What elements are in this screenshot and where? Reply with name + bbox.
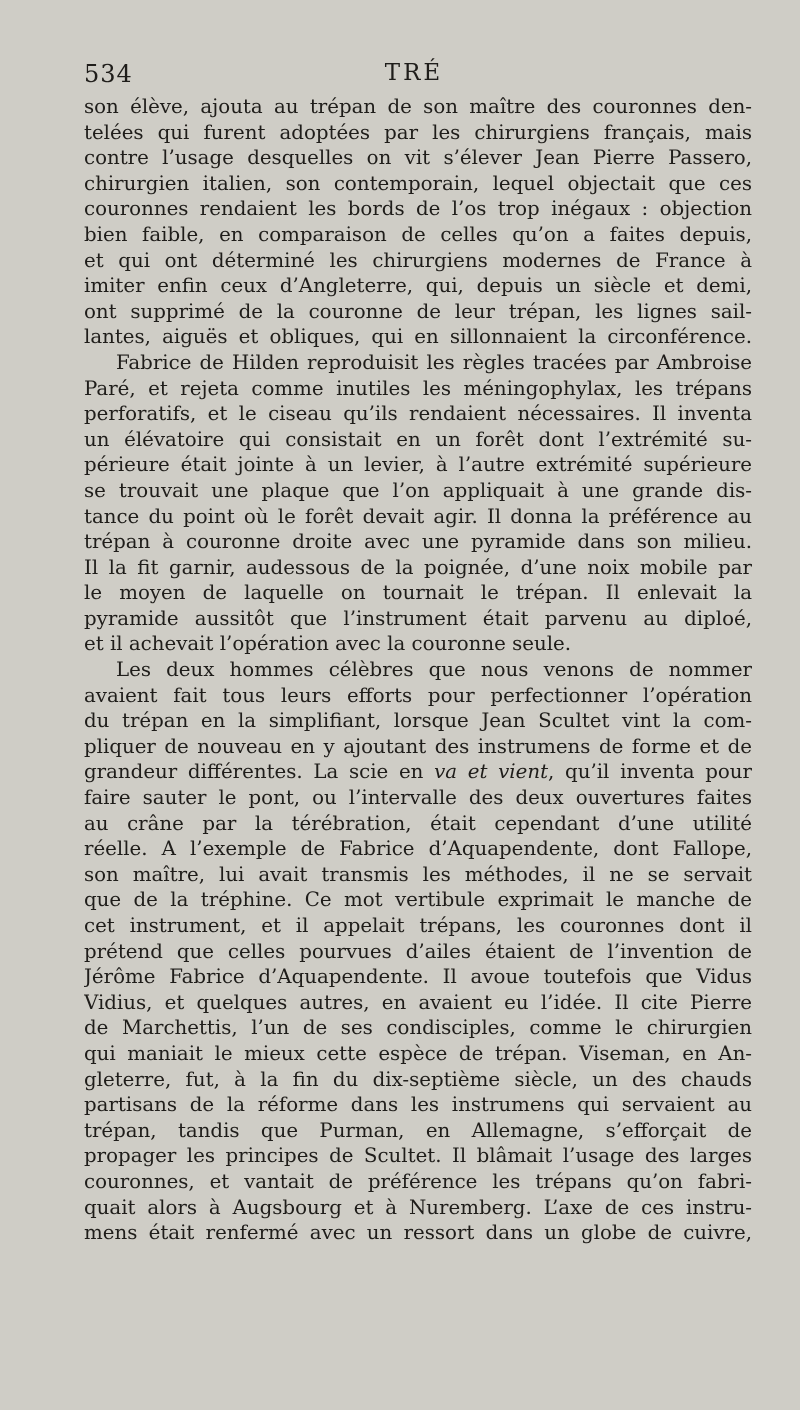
paragraph-end-line: et il achevait l’opération avec la couronne seule. bbox=[84, 632, 572, 656]
text-line: Vidius, et quelques autres, en avaient eu l’idée. Il cite Pierre bbox=[84, 990, 752, 1014]
text-line: couronnes, et vantait de préférence les trépans qu’on fabri- bbox=[84, 1169, 752, 1193]
text-line: trépan, tandis que Purman, en Allemagne, s’efforçait de bbox=[84, 1118, 752, 1142]
text-line: pliquer de nouveau en y ajoutant des instrumens de forme et de bbox=[84, 734, 752, 758]
text-line: ont supprimé de la couronne de leur trépan, les lignes sail- bbox=[84, 299, 752, 323]
text-line: qui maniait le mieux cette espèce de trépan. Viseman, en An- bbox=[84, 1041, 752, 1065]
text-line: que de la tréphine. Ce mot vertibule exprimait le manche de bbox=[84, 888, 752, 912]
text-line: bien faible, en comparaison de celles qu’on a faites depuis, bbox=[84, 222, 752, 246]
text-line: lantes, aiguës et obliques, qui en sillonnaient la circonférence. bbox=[84, 325, 752, 349]
text-line: Paré, et rejeta comme inutiles les méningophylax, les trépans bbox=[84, 376, 752, 400]
text-line-with-italic bbox=[84, 759, 752, 785]
text-line: Il la fit garnir, audessous de la poignée, d’une noix mobile par bbox=[84, 555, 752, 579]
text-line: imiter enfin ceux d’Angleterre, qui, depuis un siècle et demi, bbox=[84, 274, 752, 298]
text-line: son maître, lui avait transmis les méthodes, il ne se servait bbox=[84, 862, 752, 886]
page-number: 534 bbox=[84, 60, 133, 88]
text-line: son élève, ajouta au trépan de son maître des couronnes den- bbox=[84, 95, 752, 118]
italic-phrase: va et vient bbox=[434, 760, 549, 784]
text-line: prétend que celles pourvues d’ailes étaient de l’invention de bbox=[84, 939, 752, 963]
text-line: telées qui furent adoptées par les chirurgiens français, mais bbox=[84, 120, 752, 144]
text-line: gleterre, fut, à la fin du dix-septième siècle, un des chauds bbox=[84, 1067, 752, 1091]
page-header bbox=[84, 60, 744, 94]
text-line: périeure était jointe à un levier, à l’autre extrémité supérieure bbox=[84, 453, 752, 477]
text-line: Jérôme Fabrice d’Aquapendente. Il avoue toutefois que Vidus bbox=[84, 965, 752, 989]
running-head: TRÉ bbox=[384, 60, 444, 86]
text-line: contre l’usage desquelles on vit s’élever Jean Pierre Passero, bbox=[84, 146, 752, 170]
text-line: avaient fait tous leurs efforts pour perfectionner l’opération bbox=[84, 683, 752, 707]
text-line: un élévatoire qui consistait en un forêt dont l’extrémité su- bbox=[84, 427, 752, 451]
text-line: de Marchettis, l’un de ses condisciples, comme le chirurgien bbox=[84, 1016, 752, 1040]
paragraph-start-line: Les deux hommes célèbres que nous venons de nommer bbox=[116, 658, 752, 682]
text-line: propager les principes de Scultet. Il blâmait l’usage des larges bbox=[84, 1144, 752, 1168]
text-line: pyramide aussitôt que l’instrument était parvenu au diploé, bbox=[84, 606, 752, 630]
text-line: et qui ont déterminé les chirurgiens modernes de France à bbox=[84, 248, 752, 272]
text-line: du trépan en la simplifiant, lorsque Jean Scultet vint la com- bbox=[84, 709, 752, 733]
text-segment: grandeur différentes. La scie en bbox=[84, 760, 424, 784]
body-text bbox=[84, 94, 752, 1246]
text-line: faire sauter le pont, ou l’intervalle des deux ouvertures faites bbox=[84, 786, 752, 810]
text-line: tance du point où le forêt devait agir. Il donna la préférence au bbox=[84, 504, 752, 528]
text-line: mens était renfermé avec un ressort dans un globe de cuivre, bbox=[84, 1221, 752, 1245]
text-line: perforatifs, et le ciseau qu’ils rendaient nécessaires. Il inventa bbox=[84, 402, 752, 426]
text-line: quait alors à Augsbourg et à Nuremberg. L’axe de ces instru- bbox=[84, 1195, 752, 1219]
text-line: couronnes rendaient les bords de l’os trop inégaux : objection bbox=[84, 197, 752, 221]
text-line: réelle. A l’exemple de Fabrice d’Aquapendente, dont Fallope, bbox=[84, 837, 752, 861]
text-line: cet instrument, et il appelait trépans, les couronnes dont il bbox=[84, 914, 752, 937]
text-line: au crâne par la térébration, était cependant d’une utilité bbox=[84, 811, 752, 835]
text-line: le moyen de laquelle on tournait le trépan. Il enlevait la bbox=[84, 581, 752, 605]
paragraph-start-line: Fabrice de Hilden reproduisit les règles tracées par Ambroise bbox=[116, 350, 752, 374]
text-line: partisans de la réforme dans les instrumens qui servaient au bbox=[84, 1093, 752, 1117]
text-line: se trouvait une plaque que l’on appliquait à une grande dis- bbox=[84, 478, 752, 502]
text-line: trépan à couronne droite avec une pyramide dans son milieu. bbox=[84, 530, 752, 554]
text-line: chirurgien italien, son contemporain, lequel objectait que ces bbox=[84, 171, 752, 195]
text-segment: , qu’il inventa pour bbox=[548, 760, 752, 784]
